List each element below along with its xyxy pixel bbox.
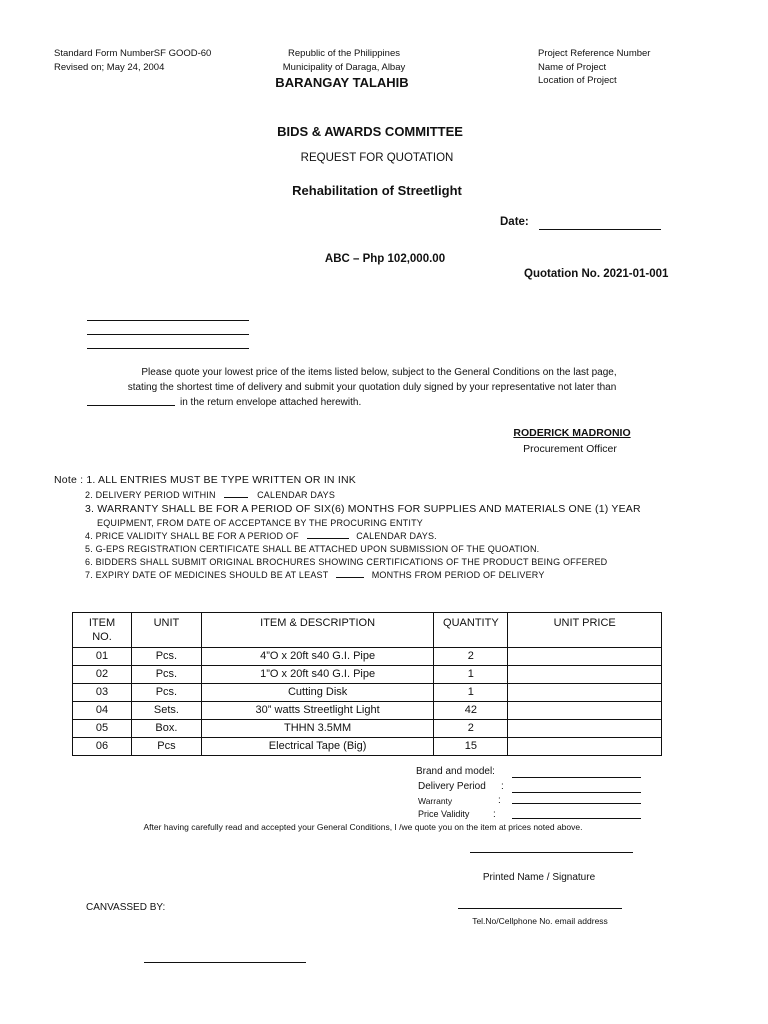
warranty-colon: : [498, 795, 501, 806]
note-1: Note : 1. ALL ENTRIES MUST BE TYPE WRITTEN OR IN INK [54, 474, 356, 486]
price-validity-label: Price Validity [418, 809, 470, 819]
warranty-blank[interactable] [512, 803, 641, 804]
committee-title: BIDS & AWARDS COMMITTEE [277, 124, 463, 139]
price-validity-colon: : [493, 809, 496, 820]
item-unit: Pcs. [131, 648, 201, 666]
instruction-line-1: Please quote your lowest price of the items listed below, subject to the General Conditions on the last page, [141, 367, 617, 378]
addressee-line-2[interactable] [87, 334, 249, 335]
delivery-period-blank[interactable] [512, 792, 641, 793]
header-unit-price: UNIT PRICE [508, 613, 662, 648]
table-header-row [73, 613, 662, 648]
note-3: 3. WARRANTY SHALL BE FOR A PERIOD OF SIX(6) MONTHS FOR SUPPLIES AND MATERIALS ONE (1) YEAR [85, 503, 641, 515]
project-location-label: Location of Project [538, 75, 617, 86]
canvasser-signature-line[interactable] [144, 962, 306, 963]
item-no: 03 [73, 684, 132, 702]
warranty-label: Warranty [418, 796, 453, 806]
item-unit-price[interactable] [508, 738, 662, 756]
item-description: Electrical Tape (Big) [201, 738, 434, 756]
delivery-period-colon: : [501, 781, 504, 792]
officer-title: Procurement Officer [523, 443, 617, 455]
header-unit: UNIT [131, 613, 201, 648]
date-blank[interactable] [539, 229, 661, 230]
canvassed-by-label: CANVASSED BY: [86, 902, 166, 913]
item-quantity: 2 [434, 648, 508, 666]
expiry-months-blank[interactable] [336, 577, 364, 578]
item-quantity: 1 [434, 666, 508, 684]
item-no: 01 [73, 648, 132, 666]
note-2-suffix: CALENDAR DAYS [257, 490, 336, 500]
note-5: 5. G-EPS REGISTRATION CERTIFICATE SHALL BE ATTACHED UPON SUBMISSION OF THE QUOATION. [85, 544, 540, 554]
deadline-blank[interactable] [87, 405, 175, 406]
note-7 [85, 570, 545, 580]
header-item-no: ITEM NO. [73, 613, 132, 648]
validity-days-blank[interactable] [307, 538, 349, 539]
item-unit-price[interactable] [508, 720, 662, 738]
brand-model-blank[interactable] [512, 777, 641, 778]
municipality-label: Municipality of Daraga, Albay [282, 62, 406, 73]
item-description: 4”O x 20ft s40 G.I. Pipe [201, 648, 434, 666]
item-unit: Pcs [131, 738, 201, 756]
note-4-text: 4. PRICE VALIDITY SHALL BE FOR A PERIOD OF [85, 531, 299, 541]
project-title: Rehabilitation of Streetlight [292, 183, 462, 198]
quotation-number: Quotation No. 2021-01-001 [524, 268, 669, 280]
barangay-name: BARANGAY TALAHIB [275, 75, 409, 90]
items-table [72, 612, 662, 756]
item-quantity: 15 [434, 738, 508, 756]
delivery-period-label: Delivery Period [418, 781, 486, 792]
note-2 [85, 490, 335, 500]
item-quantity: 1 [434, 684, 508, 702]
contact-line[interactable] [458, 908, 622, 909]
item-unit-price[interactable] [508, 702, 662, 720]
table-row [73, 720, 662, 738]
instruction-line-2: stating the shortest time of delivery and submit your quotation duly signed by your representative not later than [127, 382, 617, 393]
item-no: 05 [73, 720, 132, 738]
header-description: ITEM & DESCRIPTION [201, 613, 434, 648]
note-6: 6. BIDDERS SHALL SUBMIT ORIGINAL BROCHURES SHOWING CERTIFICATIONS OF THE PRODUCT BEING OFFERED [85, 557, 608, 567]
item-no: 04 [73, 702, 132, 720]
note-4 [85, 531, 437, 541]
acceptance-statement: After having carefully read and accepted your General Conditions, I /we quote you on the item at prices noted above. [143, 822, 583, 832]
item-description: Cutting Disk [201, 684, 434, 702]
item-description: THHN 3.5MM [201, 720, 434, 738]
note-7-text: 7. EXPIRY DATE OF MEDICINES SHOULD BE AT LEAST [85, 570, 329, 580]
item-unit-price[interactable] [508, 684, 662, 702]
item-unit-price[interactable] [508, 648, 662, 666]
form-number: Standard Form NumberSF GOOD-60 [54, 48, 212, 59]
item-no: 06 [73, 738, 132, 756]
item-description: 1”O x 20ft s40 G.I. Pipe [201, 666, 434, 684]
date-label: Date: [500, 216, 529, 228]
delivery-days-blank[interactable] [224, 497, 248, 498]
abc-amount: ABC – Php 102,000.00 [324, 253, 446, 265]
item-quantity: 2 [434, 720, 508, 738]
addressee-line-3[interactable] [87, 348, 249, 349]
note-7-suffix: MONTHS FROM PERIOD OF DELIVERY [371, 570, 545, 580]
table-row [73, 648, 662, 666]
price-validity-blank[interactable] [512, 818, 641, 819]
project-name-label: Name of Project [538, 62, 607, 73]
item-quantity: 42 [434, 702, 508, 720]
contact-label: Tel.No/Cellphone No. email address [472, 916, 608, 926]
signature-label: Printed Name / Signature [482, 872, 596, 883]
note-2-text: 2. DELIVERY PERIOD WITHIN [85, 490, 216, 500]
table-row [73, 666, 662, 684]
item-description: 30” watts Streetlight Light [201, 702, 434, 720]
revision-date: Revised on; May 24, 2004 [54, 62, 165, 73]
item-unit: Pcs. [131, 666, 201, 684]
item-unit: Pcs. [131, 684, 201, 702]
item-no: 02 [73, 666, 132, 684]
note-3-continued: EQUIPMENT, FROM DATE OF ACCEPTANCE BY THE PROCURING ENTITY [97, 518, 423, 528]
table-row [73, 702, 662, 720]
officer-name: RODERICK MADRONIO [513, 427, 631, 439]
brand-model-label: Brand and model: [416, 766, 495, 777]
item-unit: Sets. [131, 702, 201, 720]
signature-line[interactable] [470, 852, 633, 853]
addressee-line-1[interactable] [87, 320, 249, 321]
header-quantity: QUANTITY [434, 613, 508, 648]
document-type-title: REQUEST FOR QUOTATION [300, 152, 454, 164]
republic-label: Republic of the Philippines [288, 48, 400, 59]
item-unit: Box. [131, 720, 201, 738]
project-reference-label: Project Reference Number [538, 48, 651, 59]
table-row [73, 738, 662, 756]
instruction-line-3: in the return envelope attached herewith. [180, 397, 362, 408]
note-4-suffix: CALENDAR DAYS. [356, 531, 437, 541]
table-row [73, 684, 662, 702]
item-unit-price[interactable] [508, 666, 662, 684]
